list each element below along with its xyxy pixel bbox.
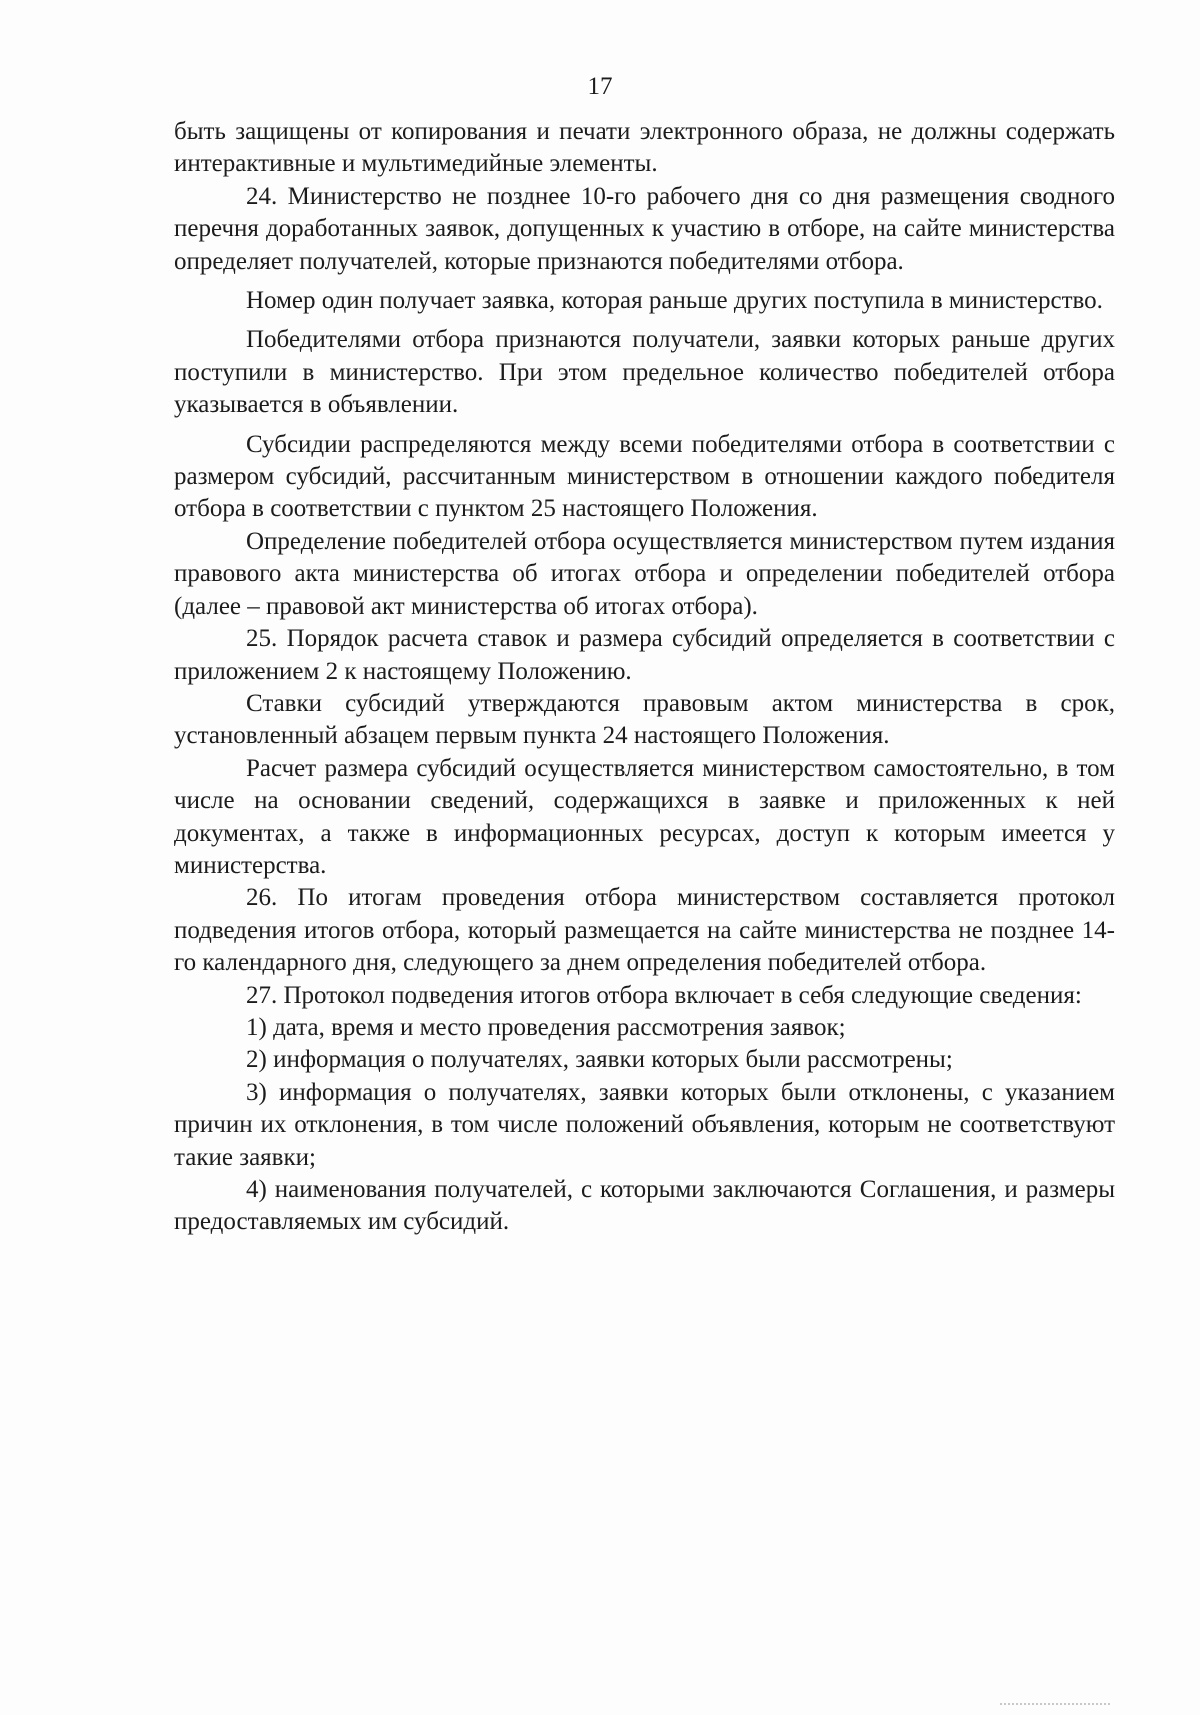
page-number: 17 [587, 73, 613, 100]
paragraph: Расчет размера субсидий осуществляется министерством самостоятельно, в том числе на основании сведений, содержащихся в заявке и приложенных к ней документах, а также в информационных ресурсах, доступ к которым имеется у министерства. [174, 754, 1115, 879]
list-item: 3) информация о получателях, заявки которых были отклонены, с указанием причин их отклонения, в том числе положений объявления, которым не соответствуют такие заявки; [174, 1078, 1115, 1171]
paragraph: Определение победителей отбора осуществляется министерством путем издания правового акта министерства об итогах отбора и определении победителей отбора (далее – правовой акт министерства об итогах отбора). [174, 527, 1115, 620]
list-item: 1) дата, время и место проведения рассмотрения заявок; [246, 1013, 846, 1041]
list-item: 4) наименования получателей, с которыми заключаются Соглашения, и размеры предоставляемых им субсидий. [174, 1176, 1115, 1236]
scan-artifact [1000, 1703, 1110, 1709]
paragraph: 26. По итогам проведения отбора министерством составляется протокол подведения итогов отбора, который размещается на сайте министерства не позднее 14-го календарного дня, следующего за днем определения победителей отбора. [174, 884, 1115, 977]
document-body [174, 116, 1115, 1239]
paragraph: Ставки субсидий утверждаются правовым актом министерства в срок, установленный абзацем первым пункта 24 настоящего Положения. [174, 689, 1115, 750]
paragraph: Победителями отбора признаются получатели, заявки которых раньше других поступили в министерство. При этом предельное количество победителей отбора указывается в объявлении. [174, 326, 1115, 419]
paragraph: 27. Протокол подведения итогов отбора включает в себя следующие сведения: [246, 981, 1082, 1009]
paragraph: Номер один получает заявка, которая раньше других поступила в министерство. [246, 287, 1103, 315]
paragraph: 24. Министерство не позднее 10-го рабочего дня со дня размещения сводного перечня доработанных заявок, допущенных к участию в отборе, на сайте министерства определяет получателей, которые признаются победителями отбора. [174, 182, 1115, 275]
paragraph: 25. Порядок расчета ставок и размера субсидий определяется в соответствии с приложением 2 к настоящему Положению. [174, 625, 1115, 685]
paragraph: Субсидии распределяются между всеми победителями отбора в соответствии с размером субсидий, рассчитанным министерством в отношении каждого победителя отбора в соответствии с пунктом 25 настоящего Положения. [174, 430, 1115, 523]
paragraph: быть защищены от копирования и печати электронного образа, не должны содержать интерактивные и мультимедийные элементы. [174, 118, 1115, 178]
list-item: 2) информация о получателях, заявки которых были рассмотрены; [246, 1046, 953, 1074]
